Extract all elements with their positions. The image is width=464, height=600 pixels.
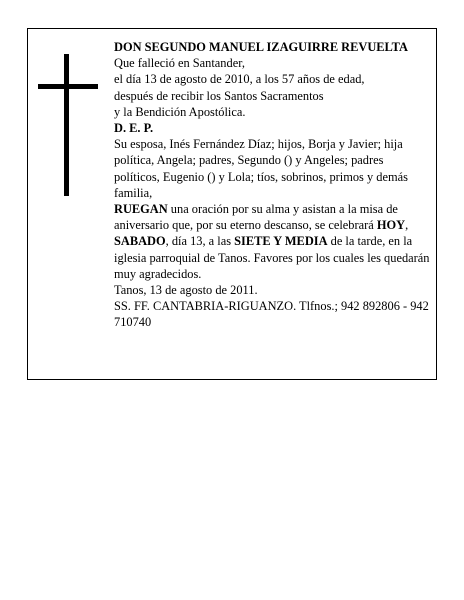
- hoy-word: HOY: [376, 218, 406, 233]
- time-words: SIETE Y MEDIA: [234, 234, 328, 249]
- passed-line-2: el día 13 de agosto de 2010, a los 57 años de edad,: [114, 72, 365, 87]
- passed-line-4: y la Bendición Apostólica.: [114, 104, 246, 119]
- passed-line-3: después de recibir los Santos Sacramentos: [114, 88, 324, 103]
- deceased-name: DON SEGUNDO MANUEL IZAGUIRRE REVUELTA: [114, 40, 408, 54]
- date-text: , día 13, a las: [165, 234, 235, 249]
- place-date: Tanos, 13 de agosto de 2011.: [114, 283, 258, 298]
- ruegan-text: una oración por su alma y asistan a la misa de aniversario que, por su eterno descanso, se celebrará: [114, 202, 398, 233]
- dep-line: D. E. P.: [114, 121, 154, 136]
- cross-icon: [38, 54, 98, 196]
- ruegan-word: RUEGAN: [114, 202, 168, 217]
- comma-separator: ,: [405, 218, 409, 233]
- obituary-text: [114, 39, 432, 331]
- church-text: de la tarde, en la iglesia parroquial de Tanos. Favores por los cuales les quedarán muy agradecidos.: [114, 234, 430, 281]
- family-paragraph: Su esposa, Inés Fernández Díaz; hijos, Borja y Javier; hija política, Angela; padres, Segundo () y Angeles; padres políticos, Eugenio () y Lola; tíos, sobrinos, primos y demás familia,: [114, 137, 408, 200]
- passed-line-1: Que falleció en Santander,: [114, 56, 245, 71]
- funeral-home-line: SS. FF. CANTABRIA-RIGUANZO. Tlfnos.; 942 892806 - 942 710740: [114, 299, 429, 330]
- mass-paragraph: [114, 201, 432, 282]
- sabado-word: SABADO: [114, 234, 166, 249]
